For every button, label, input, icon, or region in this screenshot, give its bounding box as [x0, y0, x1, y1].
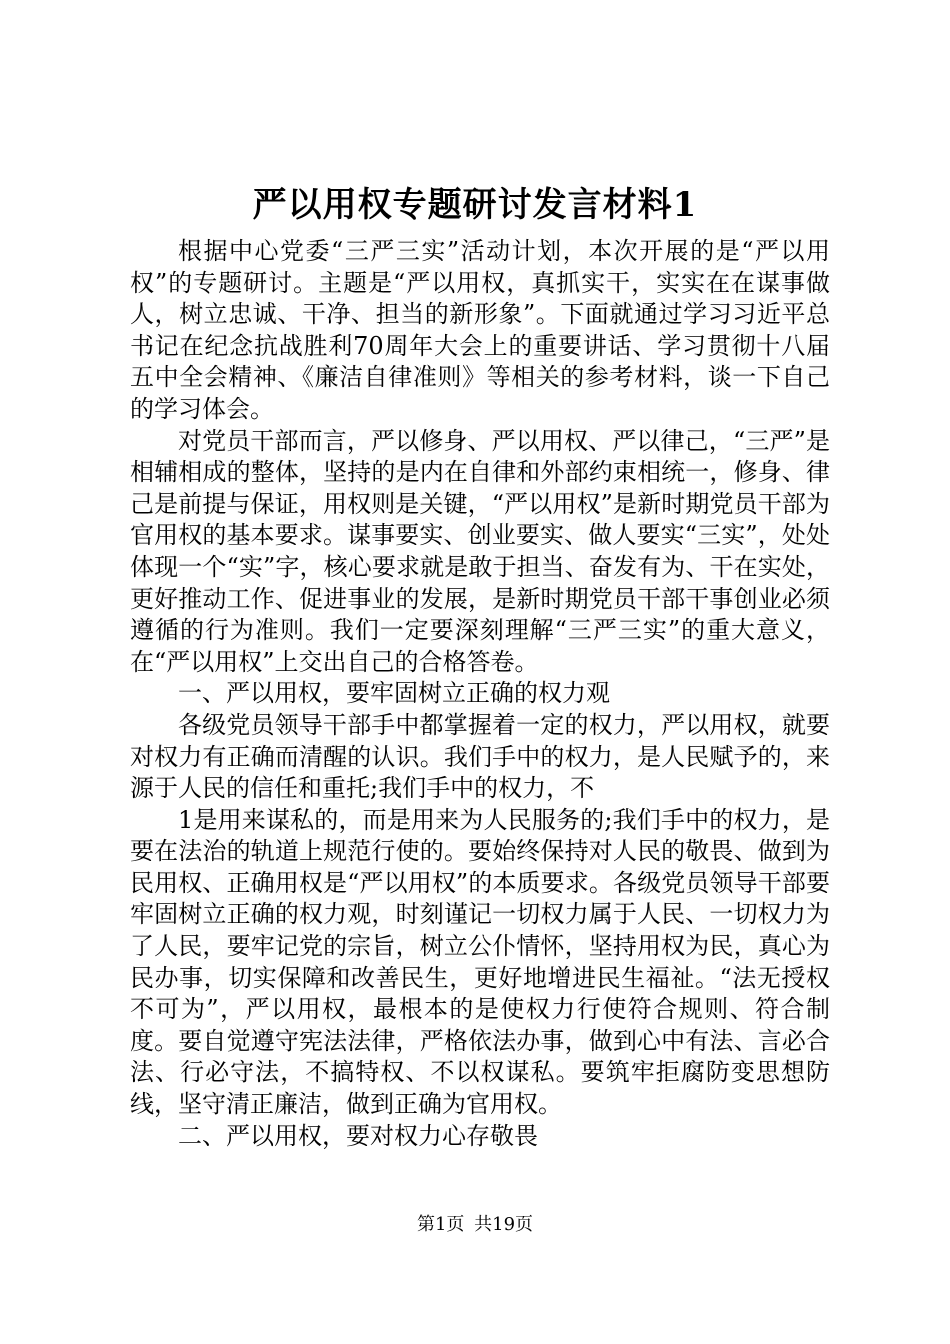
document-body	[130, 236, 830, 1152]
section-heading-1: 一、严以用权，要牢固树立正确的权力观	[178, 679, 610, 708]
page-footer	[0, 1213, 950, 1237]
page-number: 第1页	[416, 1214, 465, 1235]
section-heading-2: 二、严以用权，要对权力心存敬畏	[178, 1121, 538, 1150]
paragraph-three-stricts: 对党员干部而言，严以修身、严以用权、严以律己，“三严”是相辅相成的整体，坚持的是内在自律和外部约束相统一，修身、律己是前提与保证，用权则是关键，“严以用权”是新时期党员干部为官用权的基本要求。谋事要实、创业要实、做人要实“三实”，处处体现一个“实”字，核心要求就是敢于担当、奋发有为、干在实处，更好推动工作、促进事业的发展，是新时期党员干部干事创业必须遵循的行为准则。我们一定要深刻理解“三严三实”的重大意义，在“严以用权”上交出自己的合格答卷。	[130, 426, 830, 676]
page-total: 共19页	[474, 1214, 534, 1235]
paragraph-power-for-people: 1是用来谋私的，而是用来为人民服务的;我们手中的权力，是要在法治的轨道上规范行使的。要始终保持对人民的敬畏、做到为民用权、正确用权是“严以用权”的本质要求。各级党员领导干部要牢固树立正确的权力观，时刻谨记一切权力属于人民、一切权力为了人民，要牢记党的宗旨，树立公仆情怀，坚持用权为民，真心为民办事，切实保障和改善民生，更好地增进民生福祉。“法无授权不可为”，严以用权，最根本的是使权力行使符合规则、符合制度。要自觉遵守宪法法律，严格依法办事，做到心中有法、言必合法、行必守法，不搞特权、不以权谋私。要筑牢拒腐防变思想防线，坚守清正廉洁，做到正确为官用权。	[130, 805, 830, 1119]
document-title: 严以用权专题研讨发言材料1	[252, 185, 698, 225]
paragraph-power-view: 各级党员领导干部手中都掌握着一定的权力，严以用权，就要对权力有正确而清醒的认识。我们手中的权力，是人民赋予的，来源于人民的信任和重托;我们手中的权力，不	[130, 710, 830, 803]
paragraph-intro: 根据中心党委“三严三实”活动计划，本次开展的是“严以用权”的专题研讨。主题是“严以用权，真抓实干，实实在在谋事做人，树立忠诚、干净、担当的新形象”。下面就通过学习习近平总书记在纪念抗战胜利70周年大会上的重要讲话、学习贯彻十八届五中全会精神、《廉洁自律准则》等相关的参考材料，谈一下自己的学习体会。	[130, 237, 830, 423]
